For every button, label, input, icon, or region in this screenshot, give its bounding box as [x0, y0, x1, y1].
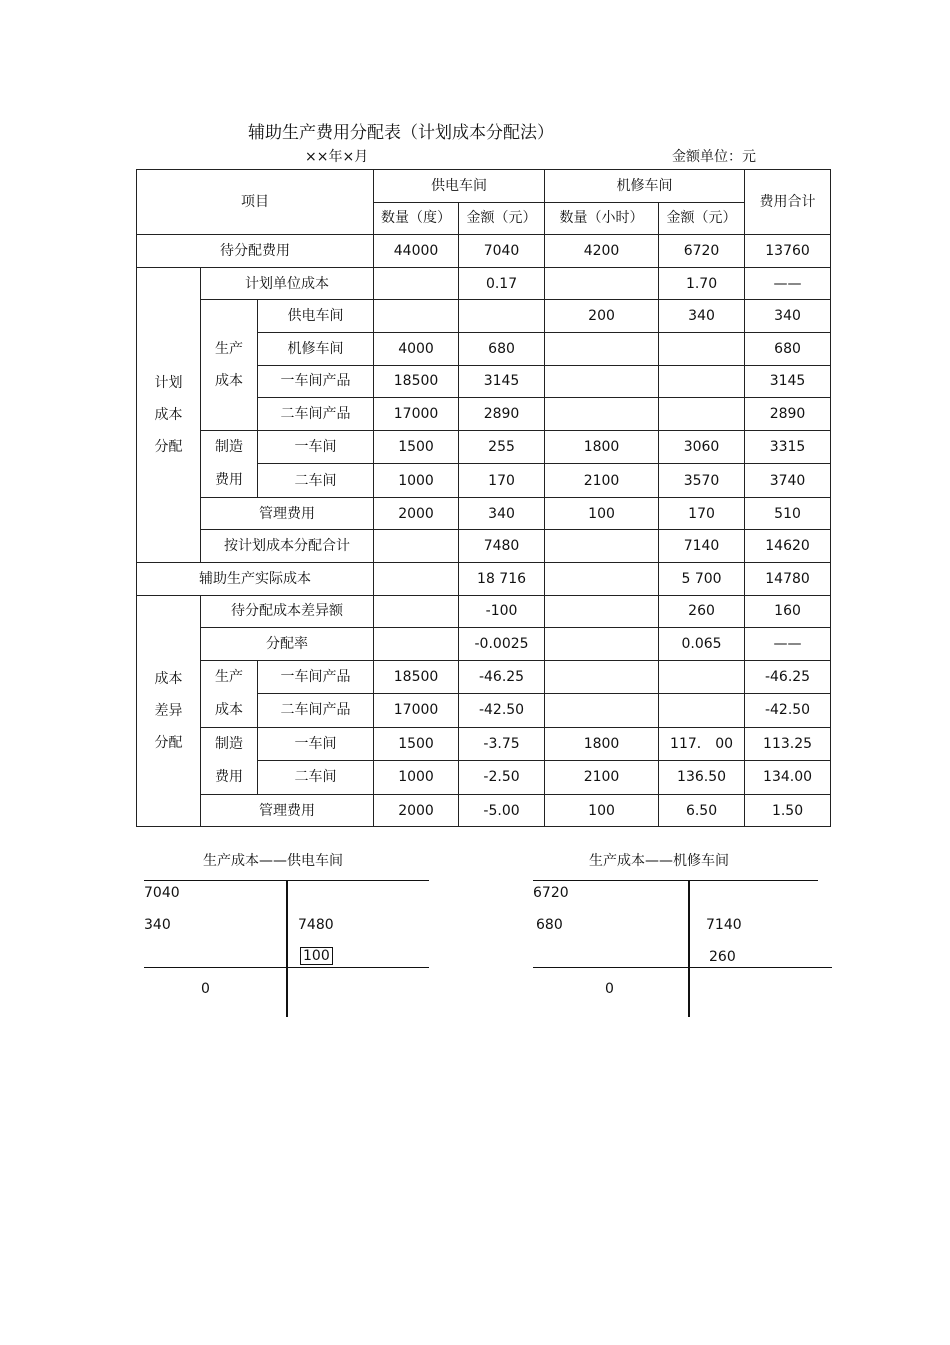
cell-repair-amount: 340	[659, 300, 745, 333]
row-label: 一车间产品	[258, 660, 374, 694]
t-account-title: 生产成本——机修车间	[589, 853, 729, 869]
cell-power-qty: 1500	[374, 430, 459, 464]
header-total: 费用合计	[745, 170, 831, 235]
cell-power-qty: 17000	[374, 398, 459, 431]
cell-repair-qty	[545, 595, 659, 628]
table-row	[137, 530, 831, 563]
table-row	[137, 497, 831, 530]
header-repair-qty: 数量（小时）	[545, 202, 659, 235]
cell-power-amount: 680	[459, 332, 545, 365]
cell-power-qty	[374, 530, 459, 563]
cell-repair-qty	[545, 694, 659, 728]
cell-power-qty: 2000	[374, 794, 459, 827]
debit-entry: 7040	[144, 885, 180, 901]
row-label: 二车间	[258, 761, 374, 795]
cell-total: 2890	[745, 398, 831, 431]
cell-power-amount: -2.50	[459, 761, 545, 795]
cell-repair-amount	[659, 365, 745, 398]
cell-power-qty: 2000	[374, 497, 459, 530]
cell-repair-qty	[545, 365, 659, 398]
period-date: ××年×月	[305, 149, 369, 165]
group-plan-allocation: 计划成本分配	[137, 267, 201, 562]
cell-power-qty: 1000	[374, 464, 459, 498]
amount-unit: 金额单位：元	[672, 149, 756, 165]
cell-repair-qty	[545, 332, 659, 365]
row-label: 辅助生产实际成本	[137, 562, 374, 595]
cell-total: 340	[745, 300, 831, 333]
cell-total: 3740	[745, 464, 831, 498]
header-item: 项目	[137, 170, 374, 235]
subgroup-production-cost: 生产成本	[201, 300, 258, 430]
row-label: 一车间产品	[258, 365, 374, 398]
cell-repair-amount: 170	[659, 497, 745, 530]
cell-power-qty: 1000	[374, 761, 459, 795]
row-label: 机修车间	[258, 332, 374, 365]
t-account-total-line	[144, 967, 429, 968]
credit-entry: 7480	[298, 917, 334, 933]
row-label: 二车间	[258, 464, 374, 498]
cell-power-qty: 17000	[374, 694, 459, 728]
cell-repair-amount	[659, 332, 745, 365]
cell-total: 160	[745, 595, 831, 628]
row-label: 计划单位成本	[201, 267, 374, 300]
cell-total: 680	[745, 332, 831, 365]
table-title: 辅助生产费用分配表（计划成本分配法）	[248, 123, 554, 143]
row-label: 分配率	[201, 628, 374, 661]
cell-power-qty	[374, 267, 459, 300]
t-account-top-line	[533, 880, 818, 881]
header-power-workshop: 供电车间	[374, 170, 545, 203]
subgroup-manufacturing-overhead: 制造费用	[201, 430, 258, 497]
cell-total: ——	[745, 267, 831, 300]
cell-repair-amount: 3570	[659, 464, 745, 498]
row-label: 按计划成本分配合计	[201, 530, 374, 563]
cell-power-amount: -42.50	[459, 694, 545, 728]
cell-repair-qty: 200	[545, 300, 659, 333]
cell-power-amount: 340	[459, 497, 545, 530]
cell-power-qty: 1500	[374, 727, 459, 761]
table-row	[137, 562, 831, 595]
header-power-qty: 数量（度）	[374, 202, 459, 235]
cell-repair-qty: 1800	[545, 727, 659, 761]
cell-total: 510	[745, 497, 831, 530]
table-row	[137, 300, 831, 333]
cell-total: 14620	[745, 530, 831, 563]
cell-total: -42.50	[745, 694, 831, 728]
cell-power-qty	[374, 562, 459, 595]
cell-power-amount: -0.0025	[459, 628, 545, 661]
cell-repair-amount: 7140	[659, 530, 745, 563]
credit-entry-boxed	[300, 948, 333, 964]
cell-power-qty: 18500	[374, 365, 459, 398]
cell-repair-amount: 6.50	[659, 794, 745, 827]
cell-repair-amount: 260	[659, 595, 745, 628]
header-repair-workshop: 机修车间	[545, 170, 745, 203]
group-variance-allocation: 成本差异分配	[137, 595, 201, 827]
cell-power-amount: 3145	[459, 365, 545, 398]
boxed-value: 100	[300, 947, 333, 965]
debit-entry: 6720	[533, 885, 569, 901]
cell-repair-qty	[545, 562, 659, 595]
cell-repair-qty	[545, 660, 659, 694]
cell-power-amount: -100	[459, 595, 545, 628]
cell-power-qty: 44000	[374, 235, 459, 268]
subgroup-manufacturing-overhead: 制造费用	[201, 727, 258, 794]
cell-power-amount: 7480	[459, 530, 545, 563]
table-row	[137, 628, 831, 661]
cell-total: 134.00	[745, 761, 831, 795]
row-label: 待分配费用	[137, 235, 374, 268]
cell-repair-amount	[659, 398, 745, 431]
cell-power-amount: -5.00	[459, 794, 545, 827]
cell-repair-amount: 136.50	[659, 761, 745, 795]
cell-power-amount: 18 716	[459, 562, 545, 595]
balance: 0	[201, 981, 210, 997]
row-label: 管理费用	[201, 794, 374, 827]
cell-total: 14780	[745, 562, 831, 595]
cell-repair-qty: 1800	[545, 430, 659, 464]
cell-repair-qty: 100	[545, 497, 659, 530]
cell-repair-qty: 4200	[545, 235, 659, 268]
cell-power-qty	[374, 595, 459, 628]
cell-power-qty	[374, 300, 459, 333]
cell-repair-qty: 2100	[545, 761, 659, 795]
balance: 0	[605, 981, 614, 997]
cell-repair-qty: 100	[545, 794, 659, 827]
cell-repair-qty: 2100	[545, 464, 659, 498]
cell-power-amount: -3.75	[459, 727, 545, 761]
cell-repair-amount	[659, 660, 745, 694]
credit-entry: 260	[709, 949, 736, 965]
row-label: 二车间产品	[258, 398, 374, 431]
cell-repair-amount: 5 700	[659, 562, 745, 595]
t-account-total-line	[533, 967, 832, 968]
cell-repair-amount: 1.70	[659, 267, 745, 300]
subgroup-production-cost: 生产成本	[201, 660, 258, 727]
cell-power-amount: 255	[459, 430, 545, 464]
cell-repair-amount: 0.065	[659, 628, 745, 661]
header-power-amount: 金额（元）	[459, 202, 545, 235]
cell-repair-amount: 117． 00	[659, 727, 745, 761]
cell-total: 13760	[745, 235, 831, 268]
cell-power-qty: 18500	[374, 660, 459, 694]
cell-total: 3315	[745, 430, 831, 464]
header-repair-amount: 金额（元）	[659, 202, 745, 235]
table-row	[137, 595, 831, 628]
cell-total: ——	[745, 628, 831, 661]
cell-repair-amount: 6720	[659, 235, 745, 268]
table-row	[137, 235, 831, 268]
credit-entry: 7140	[706, 917, 742, 933]
cell-repair-amount	[659, 694, 745, 728]
cell-total: -46.25	[745, 660, 831, 694]
cell-total: 113.25	[745, 727, 831, 761]
cell-power-amount: 0.17	[459, 267, 545, 300]
allocation-table	[136, 169, 831, 827]
cell-total: 3145	[745, 365, 831, 398]
cell-power-qty	[374, 628, 459, 661]
row-label: 待分配成本差异额	[201, 595, 374, 628]
cell-power-amount: -46.25	[459, 660, 545, 694]
row-label: 一车间	[258, 430, 374, 464]
cell-power-amount	[459, 300, 545, 333]
cell-power-amount: 7040	[459, 235, 545, 268]
debit-entry: 340	[144, 917, 171, 933]
t-account-title: 生产成本——供电车间	[203, 853, 343, 869]
row-label: 管理费用	[201, 497, 374, 530]
cell-power-amount: 2890	[459, 398, 545, 431]
t-account-divider	[286, 880, 288, 1017]
row-label: 供电车间	[258, 300, 374, 333]
cell-repair-qty	[545, 398, 659, 431]
cell-repair-qty	[545, 530, 659, 563]
table-row	[137, 430, 831, 464]
cell-repair-qty	[545, 267, 659, 300]
cell-total: 1.50	[745, 794, 831, 827]
table-row	[137, 794, 831, 827]
debit-entry: 680	[536, 917, 563, 933]
row-label: 一车间	[258, 727, 374, 761]
table-row	[137, 727, 831, 761]
cell-repair-qty	[545, 628, 659, 661]
cell-power-qty: 4000	[374, 332, 459, 365]
row-label: 二车间产品	[258, 694, 374, 728]
t-account-divider	[688, 880, 690, 1017]
cell-power-amount: 170	[459, 464, 545, 498]
table-row	[137, 660, 831, 694]
table-row	[137, 267, 831, 300]
cell-repair-amount: 3060	[659, 430, 745, 464]
